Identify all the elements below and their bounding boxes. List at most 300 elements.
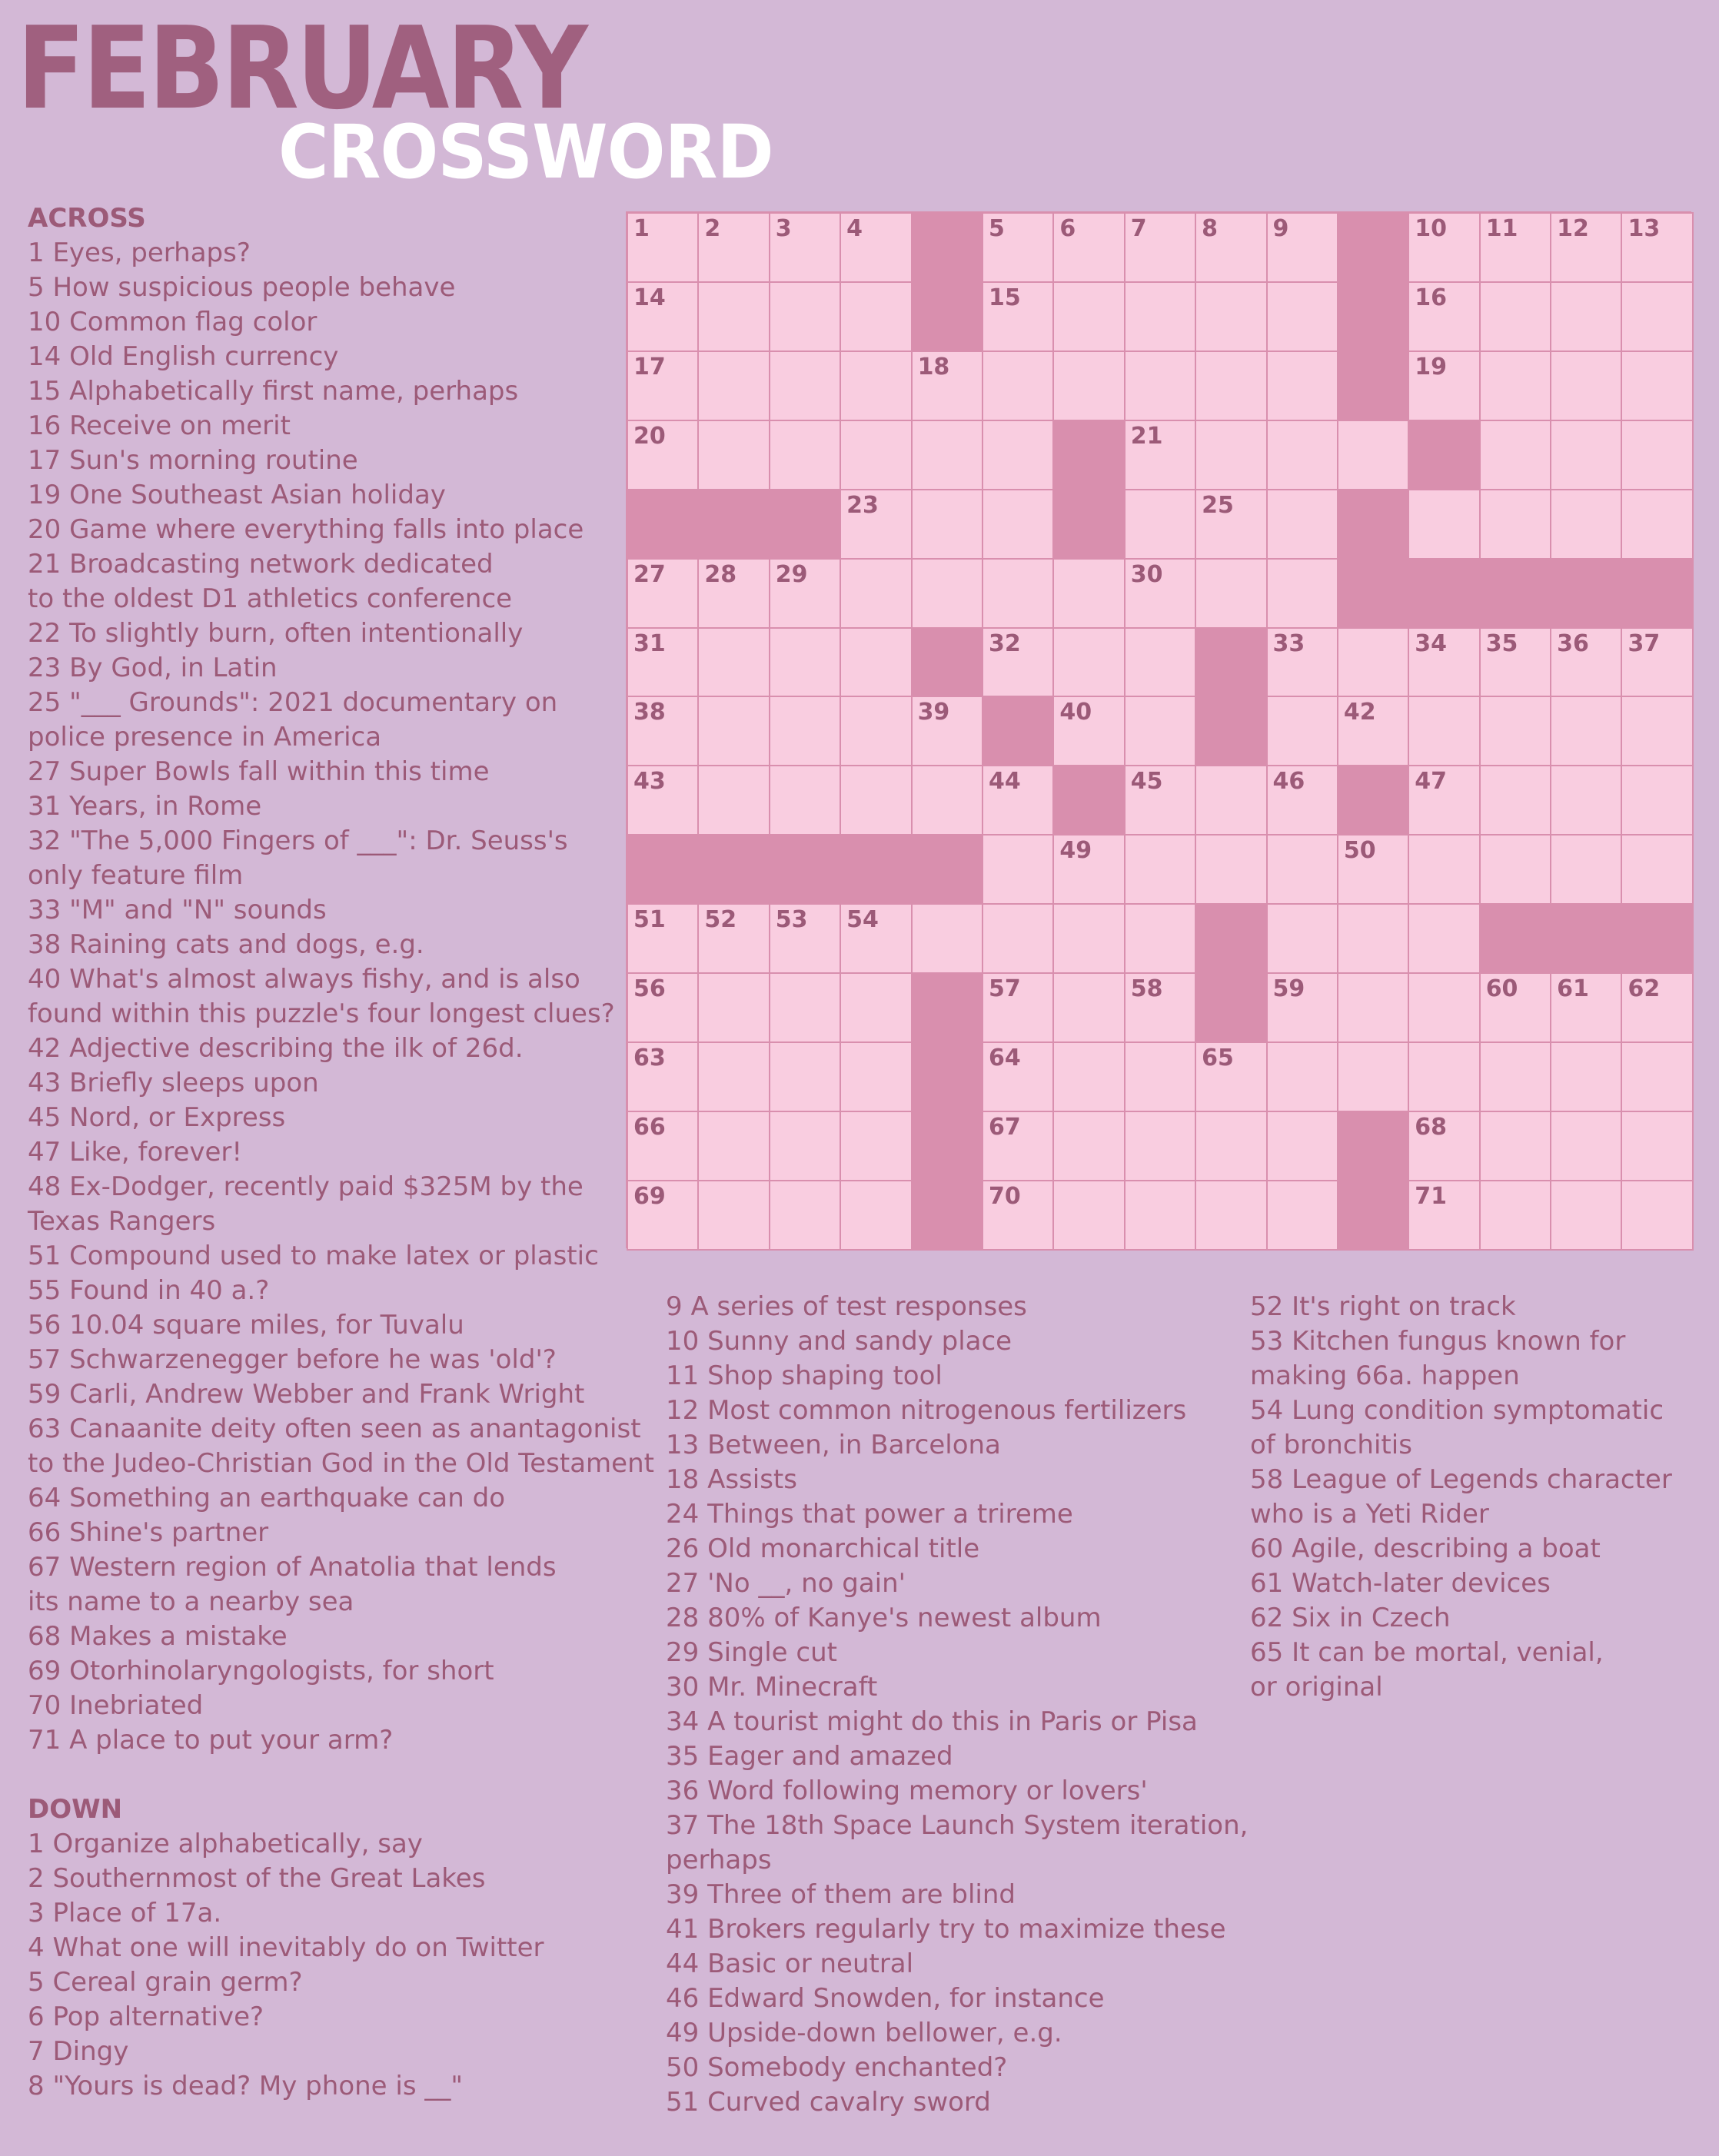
- grid-cell[interactable]: [1337, 627, 1409, 698]
- clue-line: 10 Common flag color: [28, 307, 318, 337]
- cell-number: 66: [633, 1113, 666, 1141]
- grid-cell[interactable]: [1195, 350, 1267, 421]
- clue-line: 42 Adjective describing the ilk of 26d.: [28, 1033, 524, 1064]
- grid-cell[interactable]: [1195, 765, 1267, 835]
- grid-cell[interactable]: [982, 281, 1054, 352]
- grid-cell[interactable]: [982, 972, 1054, 1043]
- grid-cell[interactable]: [1408, 212, 1480, 283]
- clue-line: 29 Single cut: [666, 1637, 837, 1668]
- clue-line: 5 How suspicious people behave: [28, 272, 456, 303]
- grid-cell[interactable]: [1052, 627, 1125, 698]
- grid-cell[interactable]: [982, 489, 1054, 560]
- grid-cell[interactable]: [1124, 1041, 1196, 1112]
- grid-cell[interactable]: [982, 558, 1054, 629]
- grid-cell[interactable]: [1337, 834, 1409, 905]
- grid-block: [1195, 972, 1267, 1043]
- grid-cell[interactable]: [1479, 1180, 1551, 1251]
- grid-cell[interactable]: [1266, 1111, 1338, 1181]
- page-title: FEBRUARY: [17, 2, 586, 135]
- grid-cell[interactable]: [1124, 350, 1196, 421]
- clue-line: 54 Lung condition symptomatic: [1250, 1395, 1664, 1426]
- grid-cell[interactable]: [1408, 1111, 1480, 1181]
- grid-cell[interactable]: [697, 1111, 770, 1181]
- cell-number: 39: [917, 699, 950, 726]
- clue-line: found within this puzzle's four longest clues?: [28, 998, 615, 1029]
- grid-cell[interactable]: [840, 1111, 912, 1181]
- clue-line: of bronchitis: [1250, 1430, 1412, 1460]
- grid-cell[interactable]: [697, 1041, 770, 1112]
- grid-cell[interactable]: [1621, 420, 1693, 490]
- grid-cell[interactable]: [1550, 696, 1622, 766]
- grid-cell[interactable]: [840, 558, 912, 629]
- grid-cell[interactable]: [1124, 903, 1196, 974]
- grid-cell[interactable]: [769, 1111, 841, 1181]
- grid-cell[interactable]: [982, 834, 1054, 905]
- cell-number: 68: [1415, 1113, 1448, 1141]
- cell-number: 63: [633, 1045, 666, 1072]
- clue-line: 36 Word following memory or lovers': [666, 1776, 1148, 1806]
- cell-number: 10: [1415, 215, 1448, 242]
- clue-line: 61 Watch-later devices: [1250, 1568, 1551, 1599]
- cell-number: 27: [633, 560, 666, 588]
- grid-cell[interactable]: [1337, 972, 1409, 1043]
- grid-cell[interactable]: [1408, 696, 1480, 766]
- grid-cell[interactable]: [1621, 1180, 1693, 1251]
- clue-line: 70 Inebriated: [28, 1690, 204, 1721]
- grid-cell[interactable]: [1408, 765, 1480, 835]
- grid-cell[interactable]: [1408, 1041, 1480, 1112]
- clue-line: 17 Sun's morning routine: [28, 445, 358, 476]
- grid-cell[interactable]: [1124, 489, 1196, 560]
- grid-cell[interactable]: [1266, 627, 1338, 698]
- grid-cell[interactable]: [769, 903, 841, 974]
- grid-cell[interactable]: [1266, 903, 1338, 974]
- grid-cell[interactable]: [1052, 281, 1125, 352]
- grid-cell[interactable]: [911, 489, 983, 560]
- grid-cell[interactable]: [627, 696, 699, 766]
- grid-cell[interactable]: [1621, 350, 1693, 421]
- grid-cell[interactable]: [840, 972, 912, 1043]
- cell-number: 40: [1059, 699, 1092, 726]
- grid-cell[interactable]: [769, 212, 841, 283]
- cell-number: 56: [633, 975, 666, 1003]
- grid-cell[interactable]: [982, 1180, 1054, 1251]
- grid-block: [769, 489, 841, 560]
- grid-cell[interactable]: [840, 696, 912, 766]
- grid-cell[interactable]: [1621, 627, 1693, 698]
- grid-cell[interactable]: [1124, 972, 1196, 1043]
- grid-cell[interactable]: [627, 627, 699, 698]
- cell-number: 2: [704, 215, 721, 242]
- grid-cell[interactable]: [697, 558, 770, 629]
- grid-cell[interactable]: [769, 350, 841, 421]
- grid-cell[interactable]: [911, 558, 983, 629]
- grid-cell[interactable]: [697, 627, 770, 698]
- grid-block: [1337, 558, 1409, 629]
- grid-cell[interactable]: [840, 420, 912, 490]
- grid-cell[interactable]: [1195, 281, 1267, 352]
- crossword-grid: [626, 211, 1691, 1248]
- grid-cell[interactable]: [1266, 765, 1338, 835]
- cell-number: 49: [1059, 837, 1092, 865]
- clue-column-3: [1250, 1290, 1672, 1705]
- grid-cell[interactable]: [982, 1111, 1054, 1181]
- clue-line: 2 Southernmost of the Great Lakes: [28, 1863, 486, 1894]
- grid-block: [1337, 212, 1409, 283]
- cell-number: 5: [988, 215, 1005, 242]
- cell-number: 50: [1343, 837, 1376, 865]
- grid-cell[interactable]: [1052, 1111, 1125, 1181]
- grid-block: [911, 834, 983, 905]
- clue-line: 71 A place to put your arm?: [28, 1725, 394, 1756]
- clue-line: 39 Three of them are blind: [666, 1879, 1016, 1910]
- clue-line: 4 What one will inevitably do on Twitter: [28, 1932, 544, 1963]
- cell-number: 43: [633, 768, 666, 796]
- clue-line: 1 Eyes, perhaps?: [28, 238, 251, 268]
- grid-cell[interactable]: [1052, 834, 1125, 905]
- grid-cell[interactable]: [982, 420, 1054, 490]
- grid-cell[interactable]: [627, 1111, 699, 1181]
- grid-cell[interactable]: [1124, 1180, 1196, 1251]
- cell-number: 52: [704, 906, 737, 934]
- clue-line: 63 Canaanite deity often seen as anantagonist: [28, 1414, 641, 1444]
- cell-number: 32: [988, 630, 1021, 657]
- grid-block: [1195, 627, 1267, 698]
- clue-line: 50 Somebody enchanted?: [666, 2052, 1008, 2083]
- grid-cell[interactable]: [911, 420, 983, 490]
- grid-cell[interactable]: [982, 1041, 1054, 1112]
- grid-cell[interactable]: [1195, 1180, 1267, 1251]
- grid-cell[interactable]: [769, 627, 841, 698]
- cell-number: 60: [1485, 975, 1518, 1003]
- grid-cell[interactable]: [840, 903, 912, 974]
- grid-cell[interactable]: [1195, 558, 1267, 629]
- grid-cell[interactable]: [627, 350, 699, 421]
- grid-cell[interactable]: [840, 489, 912, 560]
- grid-cell[interactable]: [1124, 420, 1196, 490]
- grid-cell[interactable]: [1124, 281, 1196, 352]
- clue-section-heading: DOWN: [28, 1794, 123, 1825]
- clue-line: 27 Super Bowls fall within this time: [28, 756, 490, 787]
- grid-cell[interactable]: [1550, 212, 1622, 283]
- grid-cell[interactable]: [1621, 212, 1693, 283]
- grid-cell[interactable]: [1479, 350, 1551, 421]
- cell-number: 58: [1130, 975, 1163, 1003]
- cell-number: 11: [1485, 215, 1518, 242]
- grid-cell[interactable]: [1266, 834, 1338, 905]
- grid-cell[interactable]: [769, 1041, 841, 1112]
- grid-cell[interactable]: [1052, 350, 1125, 421]
- cell-number: 33: [1272, 630, 1305, 657]
- clue-line: 10 Sunny and sandy place: [666, 1326, 1012, 1357]
- grid-cell[interactable]: [1479, 1041, 1551, 1112]
- grid-cell[interactable]: [1550, 834, 1622, 905]
- grid-cell[interactable]: [1621, 972, 1693, 1043]
- clue-line: 24 Things that power a trireme: [666, 1499, 1073, 1530]
- grid-cell[interactable]: [982, 627, 1054, 698]
- grid-cell[interactable]: [1337, 696, 1409, 766]
- clue-line: 45 Nord, or Express: [28, 1102, 286, 1133]
- cell-number: 64: [988, 1045, 1021, 1072]
- cell-number: 42: [1343, 699, 1376, 726]
- grid-cell[interactable]: [1479, 834, 1551, 905]
- cell-number: 18: [917, 353, 950, 380]
- grid-cell[interactable]: [1408, 972, 1480, 1043]
- grid-block: [627, 489, 699, 560]
- clue-line: Texas Rangers: [28, 1206, 216, 1237]
- clue-line: 44 Basic or neutral: [666, 1948, 914, 1979]
- cell-number: 46: [1272, 768, 1305, 796]
- grid-cell[interactable]: [1550, 765, 1622, 835]
- clue-column-1: [28, 201, 654, 2104]
- grid-cell[interactable]: [1195, 1041, 1267, 1112]
- grid-cell[interactable]: [1550, 489, 1622, 560]
- grid-cell[interactable]: [769, 558, 841, 629]
- grid-cell[interactable]: [840, 1180, 912, 1251]
- cell-number: 67: [988, 1113, 1021, 1141]
- grid-cell[interactable]: [840, 350, 912, 421]
- clue-line: 49 Upside-down bellower, e.g.: [666, 2018, 1062, 2048]
- cell-number: 59: [1272, 975, 1305, 1003]
- clue-line: 12 Most common nitrogenous fertilizers: [666, 1395, 1187, 1426]
- grid-cell[interactable]: [1550, 972, 1622, 1043]
- clue-line: 55 Found in 40 a.?: [28, 1275, 270, 1306]
- clue-line: who is a Yeti Rider: [1250, 1499, 1489, 1530]
- grid-cell[interactable]: [697, 420, 770, 490]
- clue-line: 43 Briefly sleeps upon: [28, 1068, 319, 1098]
- grid-cell[interactable]: [769, 696, 841, 766]
- clue-line: 56 10.04 square miles, for Tuvalu: [28, 1310, 464, 1340]
- grid-cell[interactable]: [1479, 627, 1551, 698]
- grid-cell[interactable]: [911, 765, 983, 835]
- grid-block: [911, 212, 983, 283]
- grid-cell[interactable]: [1337, 903, 1409, 974]
- cell-number: 44: [988, 768, 1021, 796]
- clue-line: 57 Schwarzenegger before he was 'old'?: [28, 1344, 557, 1375]
- clue-section-heading: ACROSS: [28, 203, 146, 234]
- grid-cell[interactable]: [627, 1180, 699, 1251]
- grid-cell[interactable]: [627, 281, 699, 352]
- grid-cell[interactable]: [1621, 1111, 1693, 1181]
- grid-cell[interactable]: [697, 350, 770, 421]
- grid-cell[interactable]: [1550, 420, 1622, 490]
- clue-line: 5 Cereal grain germ?: [28, 1967, 303, 1998]
- grid-cell[interactable]: [627, 765, 699, 835]
- grid-cell[interactable]: [1052, 972, 1125, 1043]
- grid-cell[interactable]: [1124, 765, 1196, 835]
- clue-line: only feature film: [28, 860, 244, 891]
- clue-line: 47 Like, forever!: [28, 1137, 243, 1168]
- cell-number: 38: [633, 699, 666, 726]
- grid-block: [1337, 1111, 1409, 1181]
- grid-cell[interactable]: [1479, 972, 1551, 1043]
- cell-number: 31: [633, 630, 666, 657]
- grid-cell[interactable]: [1124, 627, 1196, 698]
- clue-line: 11 Shop shaping tool: [666, 1360, 943, 1391]
- grid-cell[interactable]: [1337, 420, 1409, 490]
- grid-cell[interactable]: [1266, 558, 1338, 629]
- grid-cell[interactable]: [982, 765, 1054, 835]
- grid-cell[interactable]: [1124, 558, 1196, 629]
- grid-cell[interactable]: [840, 1041, 912, 1112]
- cell-number: 3: [775, 215, 792, 242]
- clue-line: 15 Alphabetically first name, perhaps: [28, 376, 519, 407]
- grid-cell[interactable]: [840, 281, 912, 352]
- grid-cell[interactable]: [1408, 1180, 1480, 1251]
- grid-cell[interactable]: [911, 696, 983, 766]
- grid-cell[interactable]: [1479, 281, 1551, 352]
- grid-cell[interactable]: [1479, 765, 1551, 835]
- grid-cell[interactable]: [911, 903, 983, 974]
- grid-cell[interactable]: [1195, 1111, 1267, 1181]
- grid-cell[interactable]: [1621, 765, 1693, 835]
- grid-cell[interactable]: [627, 558, 699, 629]
- cell-number: 17: [633, 353, 666, 380]
- grid-block: [1337, 489, 1409, 560]
- grid-cell[interactable]: [1621, 1041, 1693, 1112]
- clue-line: 9 A series of test responses: [666, 1291, 1027, 1322]
- cell-number: 45: [1130, 768, 1163, 796]
- grid-cell[interactable]: [697, 903, 770, 974]
- grid-cell[interactable]: [1052, 212, 1125, 283]
- grid-cell[interactable]: [1266, 420, 1338, 490]
- grid-cell[interactable]: [1124, 834, 1196, 905]
- grid-cell[interactable]: [1195, 834, 1267, 905]
- grid-cell[interactable]: [697, 696, 770, 766]
- cell-number: 29: [775, 560, 808, 588]
- grid-cell[interactable]: [1266, 489, 1338, 560]
- grid-cell[interactable]: [1550, 281, 1622, 352]
- grid-cell[interactable]: [1408, 834, 1480, 905]
- grid-cell[interactable]: [1408, 281, 1480, 352]
- grid-cell[interactable]: [1195, 212, 1267, 283]
- grid-cell[interactable]: [1337, 1041, 1409, 1112]
- grid-cell[interactable]: [1479, 420, 1551, 490]
- grid-cell[interactable]: [697, 281, 770, 352]
- grid-cell[interactable]: [769, 765, 841, 835]
- grid-cell[interactable]: [1266, 281, 1338, 352]
- grid-cell[interactable]: [982, 350, 1054, 421]
- grid-cell[interactable]: [769, 281, 841, 352]
- grid-cell[interactable]: [840, 627, 912, 698]
- grid-cell[interactable]: [1266, 212, 1338, 283]
- grid-cell[interactable]: [1195, 420, 1267, 490]
- grid-cell[interactable]: [1408, 489, 1480, 560]
- cell-number: 20: [633, 422, 666, 450]
- grid-cell[interactable]: [1550, 1111, 1622, 1181]
- grid-cell[interactable]: [769, 1180, 841, 1251]
- grid-cell[interactable]: [627, 212, 699, 283]
- grid-block: [1052, 765, 1125, 835]
- grid-block: [911, 627, 983, 698]
- cell-number: 62: [1628, 975, 1661, 1003]
- grid-cell[interactable]: [697, 765, 770, 835]
- grid-cell[interactable]: [1052, 696, 1125, 766]
- grid-cell[interactable]: [1052, 903, 1125, 974]
- grid-cell[interactable]: [1550, 1041, 1622, 1112]
- grid-cell[interactable]: [769, 972, 841, 1043]
- grid-cell[interactable]: [911, 350, 983, 421]
- cell-number: 14: [633, 284, 666, 311]
- clue-line: police presence in America: [28, 722, 382, 752]
- cell-number: 12: [1557, 215, 1589, 242]
- grid-cell[interactable]: [1266, 1180, 1338, 1251]
- clue-line: to the oldest D1 athletics conference: [28, 583, 513, 614]
- grid-cell[interactable]: [1124, 212, 1196, 283]
- grid-block: [1408, 558, 1480, 629]
- grid-block: [1550, 903, 1622, 974]
- grid-cell[interactable]: [840, 212, 912, 283]
- grid-cell[interactable]: [627, 1041, 699, 1112]
- cell-number: 57: [988, 975, 1021, 1003]
- grid-cell[interactable]: [1052, 558, 1125, 629]
- grid-cell[interactable]: [1550, 627, 1622, 698]
- grid-cell[interactable]: [1621, 489, 1693, 560]
- grid-cell[interactable]: [1266, 350, 1338, 421]
- clue-line: 28 80% of Kanye's newest album: [666, 1603, 1102, 1633]
- grid-block: [911, 1111, 983, 1181]
- grid-cell[interactable]: [982, 212, 1054, 283]
- clue-line: 58 League of Legends character: [1250, 1464, 1672, 1495]
- cell-number: 70: [988, 1182, 1021, 1210]
- clue-line: its name to a nearby sea: [28, 1586, 354, 1617]
- grid-cell[interactable]: [1266, 972, 1338, 1043]
- clue-line: 34 A tourist might do this in Paris or Pisa: [666, 1706, 1198, 1737]
- grid-cell[interactable]: [1124, 1111, 1196, 1181]
- grid-cell[interactable]: [627, 420, 699, 490]
- grid-cell[interactable]: [1052, 1041, 1125, 1112]
- grid-cell[interactable]: [1550, 350, 1622, 421]
- grid-block: [982, 696, 1054, 766]
- clue-line: 7 Dingy: [28, 2036, 129, 2067]
- clue-line: 62 Six in Czech: [1250, 1603, 1451, 1633]
- grid-cell[interactable]: [982, 903, 1054, 974]
- grid-cell[interactable]: [1408, 627, 1480, 698]
- clue-spacer: [28, 1758, 654, 1792]
- grid-cell[interactable]: [627, 903, 699, 974]
- clue-line: 65 It can be mortal, venial,: [1250, 1637, 1604, 1668]
- grid-cell[interactable]: [697, 1180, 770, 1251]
- grid-cell[interactable]: [1621, 834, 1693, 905]
- grid-cell[interactable]: [1408, 903, 1480, 974]
- grid-cell[interactable]: [1479, 1111, 1551, 1181]
- grid-cell[interactable]: [1266, 696, 1338, 766]
- grid-block: [911, 281, 983, 352]
- grid-cell[interactable]: [1479, 489, 1551, 560]
- grid-cell[interactable]: [697, 212, 770, 283]
- grid-cell[interactable]: [1621, 281, 1693, 352]
- clue-line: 26 Old monarchical title: [666, 1533, 980, 1564]
- grid-cell[interactable]: [627, 972, 699, 1043]
- grid-cell[interactable]: [1479, 696, 1551, 766]
- grid-cell[interactable]: [1124, 696, 1196, 766]
- cell-number: 4: [846, 215, 863, 242]
- grid-cell[interactable]: [1195, 489, 1267, 560]
- grid-cell[interactable]: [1266, 1041, 1338, 1112]
- grid-cell[interactable]: [1479, 212, 1551, 283]
- cell-number: 53: [775, 906, 808, 934]
- grid-cell[interactable]: [697, 972, 770, 1043]
- grid-cell[interactable]: [1052, 1180, 1125, 1251]
- cell-number: 54: [846, 906, 879, 934]
- grid-cell[interactable]: [769, 420, 841, 490]
- grid-cell[interactable]: [1550, 1180, 1622, 1251]
- clue-line: 16 Receive on merit: [28, 410, 291, 441]
- clue-line: 38 Raining cats and dogs, e.g.: [28, 929, 424, 960]
- grid-cell[interactable]: [840, 765, 912, 835]
- grid-cell[interactable]: [1621, 696, 1693, 766]
- grid-cell[interactable]: [1408, 350, 1480, 421]
